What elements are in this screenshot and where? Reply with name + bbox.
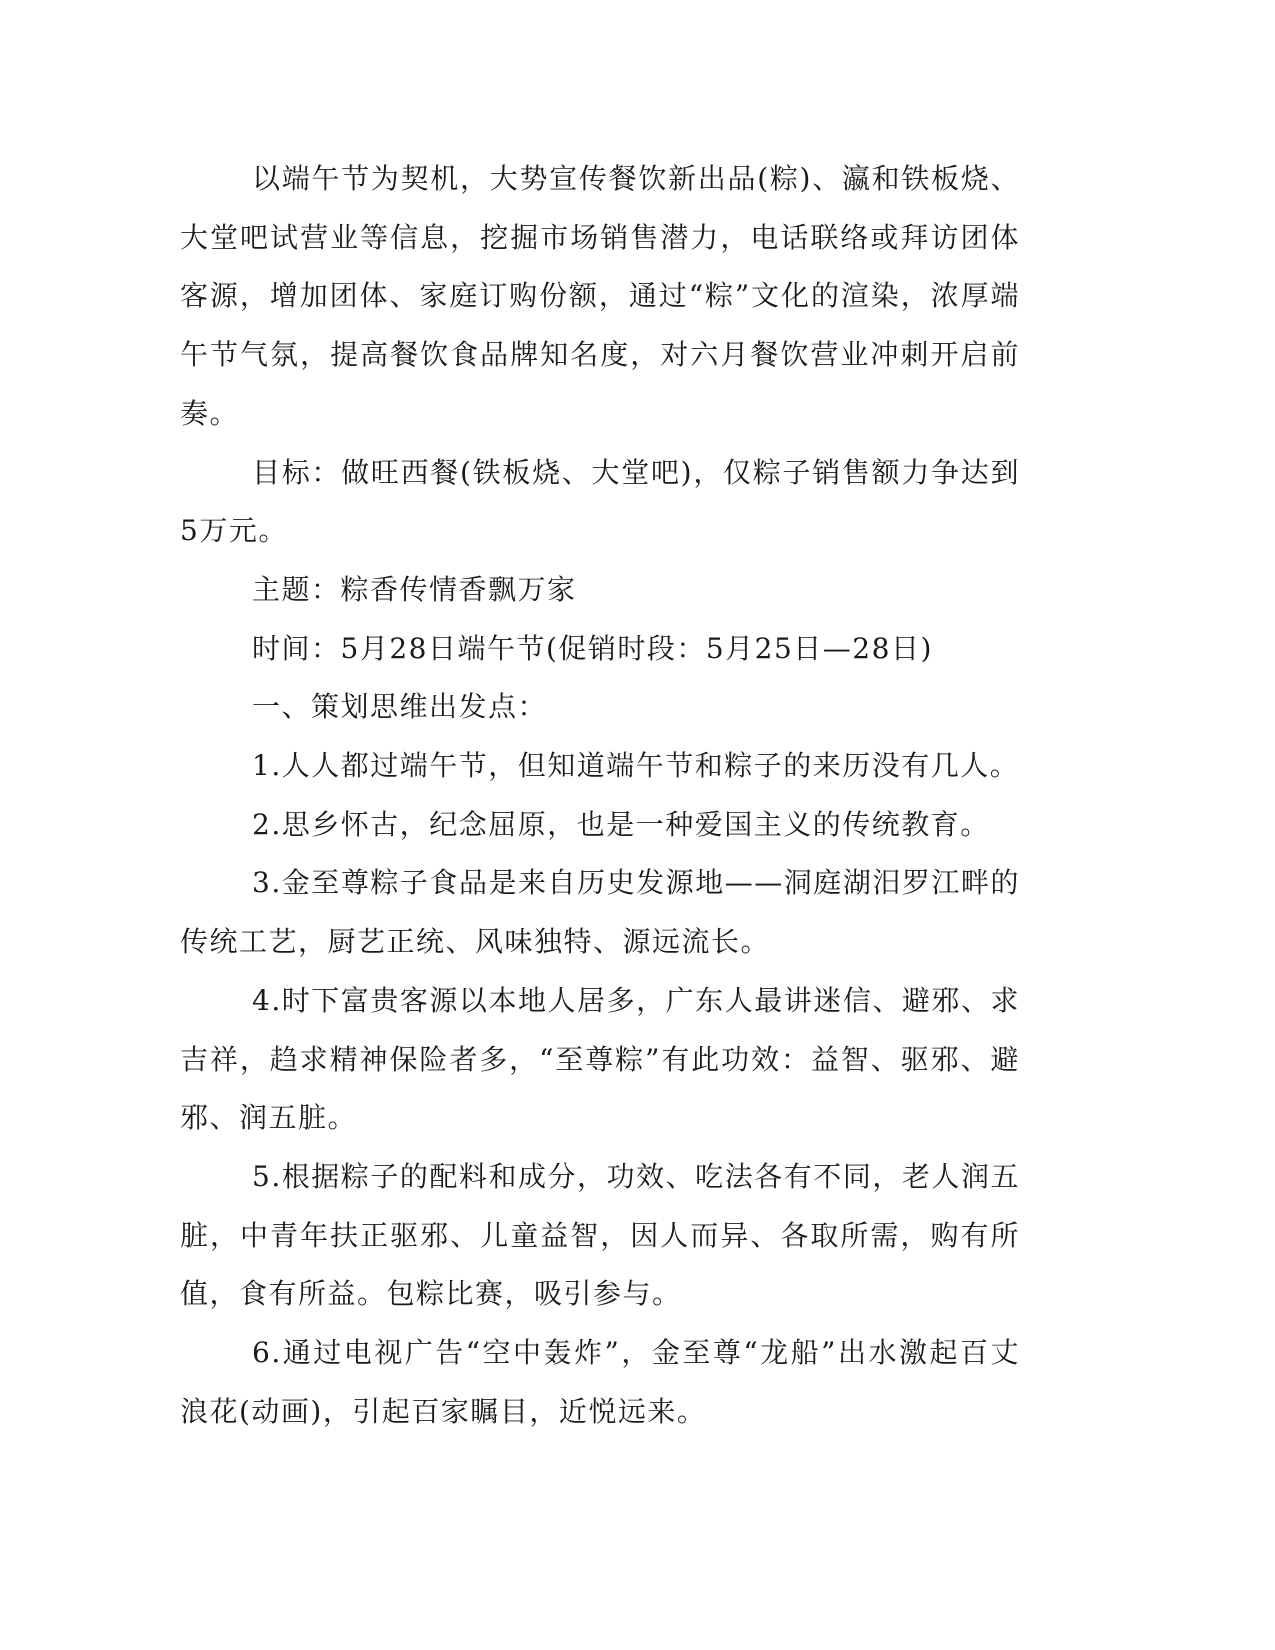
paragraph-theme: 主题：粽香传情香飘万家 xyxy=(252,572,577,606)
paragraph-intro: 以端午节为契机，大势宣传餐饮新出品(粽)、瀛和铁板烧、大堂吧试营业等信息，挖掘市场销售潜力，电话联络或拜访团体客源，增加团体、家庭订购份额，通过“粽”文化的渲染，浓厚端午节气氛，提高餐饮食品牌知名度，对六月餐饮营业冲刺开启前奏。 xyxy=(180,162,1020,430)
list-item-4: 4.时下富贵客源以本地人居多，广东人最讲迷信、避邪、求吉祥，趋求精神保险者多，“至尊粽”有此功效：益智、驱邪、避邪、润五脏。 xyxy=(180,983,1020,1135)
list-item-5: 5.根据粽子的配料和成分，功效、吃法各有不同，老人润五脏，中青年扶正驱邪、儿童益智，因人而异、各取所需，购有所值，食有所益。包粽比赛，吸引参与。 xyxy=(180,1159,1020,1311)
list-item-2: 2.思乡怀古，纪念屈原，也是一种爱国主义的传统教育。 xyxy=(252,807,990,841)
document-page xyxy=(180,150,1020,1441)
paragraph-time: 时间：5月28日端午节(促销时段：5月25日—28日) xyxy=(252,631,933,665)
list-item-1: 1.人人都过端午节，但知道端午节和粽子的来历没有几人。 xyxy=(252,749,1020,783)
section-heading-planning: 一、策划思维出发点： xyxy=(252,690,548,724)
list-item-6: 6.通过电视广告“空中轰炸”，金至尊“龙船”出水激起百丈浪花(动画)，引起百家瞩目，近悦远来。 xyxy=(180,1336,1020,1428)
paragraph-goal: 目标：做旺西餐(铁板烧、大堂吧)，仅粽子销售额力争达到5万元。 xyxy=(180,455,1020,548)
list-item-3: 3.金至尊粽子食品是来自历史发源地——洞庭湖汨罗江畔的传统工艺，厨艺正统、风味独特、源远流长。 xyxy=(180,866,1020,959)
